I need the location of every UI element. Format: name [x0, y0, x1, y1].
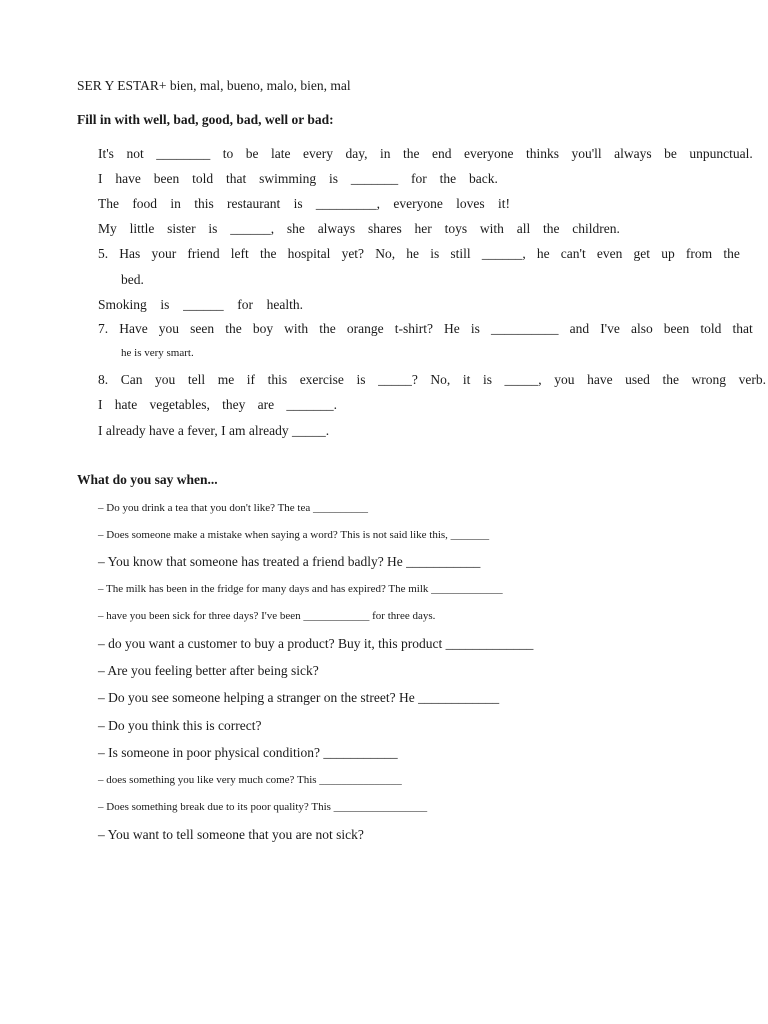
exercise-word: told	[192, 171, 214, 186]
exercise-word: not	[126, 146, 144, 161]
exercise-word: they	[222, 397, 246, 412]
exercise-word: still	[450, 246, 471, 261]
exercise-3	[98, 196, 510, 212]
exercise-word: for	[237, 297, 253, 312]
exercise-word: it	[462, 372, 471, 387]
exercise-word: ________	[156, 146, 211, 161]
exercise-9	[98, 397, 337, 413]
exercise-word: restaurant	[227, 196, 281, 211]
exercise-word: always	[317, 221, 356, 236]
exercise-word: and	[569, 321, 590, 336]
exercise-word: is	[208, 221, 218, 236]
exercise-word: little	[129, 221, 155, 236]
exercise-word: also	[630, 321, 653, 336]
exercise-word: the	[319, 321, 336, 336]
exercise-word: t-shirt?	[394, 321, 433, 336]
exercise-word: food	[132, 196, 158, 211]
exercise-word: with	[479, 221, 504, 236]
exercise-word: been	[663, 321, 690, 336]
exercise-word: get	[633, 246, 651, 261]
exercise-word: 8.	[98, 372, 109, 387]
exercise-word: the	[259, 246, 277, 261]
exercise-word: shares	[367, 221, 402, 236]
exercise-word: he	[536, 246, 550, 261]
worksheet-title: SER Y ESTAR+ bien, mal, bueno, malo, bien, mal	[77, 78, 351, 93]
exercise-word: she	[286, 221, 305, 236]
exercise-word: you'll	[571, 146, 602, 161]
exercise-word: is	[293, 196, 303, 211]
question-5: – have you been sick for three days? I've been ____________ for three days.	[98, 610, 436, 622]
exercise-word: up	[661, 246, 675, 261]
question-10: – Is someone in poor physical condition? ___________	[98, 745, 398, 760]
exercise-1	[98, 146, 753, 162]
exercise-word: even	[596, 246, 623, 261]
exercise-word: I've	[600, 321, 620, 336]
exercise-word: ______	[183, 297, 224, 312]
exercise-2	[98, 171, 498, 187]
exercise-word: 7.	[98, 321, 109, 336]
exercise-word: friend	[187, 246, 220, 261]
exercise-word: toys	[444, 221, 468, 236]
exercise-word: the	[543, 221, 560, 236]
exercise-word: all	[516, 221, 531, 236]
exercise-word: 5.	[98, 246, 109, 261]
exercise-word: Smoking	[98, 297, 147, 312]
exercise-word: swimming	[259, 171, 317, 186]
exercise-word: tell	[187, 372, 206, 387]
exercise-word: be	[664, 146, 677, 161]
exercise-4	[98, 221, 620, 237]
exercise-word: told	[700, 321, 722, 336]
exercise-word: that	[225, 171, 247, 186]
exercise-word: in	[379, 146, 391, 161]
question-4: – The milk has been in the fridge for many days and has expired? The milk _____________	[98, 583, 503, 595]
exercise-word: hate	[114, 397, 138, 412]
exercise-word: used	[625, 372, 650, 387]
exercise-5-continuation: bed.	[121, 272, 144, 287]
exercise-word: seen	[190, 321, 215, 336]
exercise-word: your	[151, 246, 177, 261]
exercise-word: I	[98, 397, 103, 412]
exercise-word: _______.	[286, 397, 337, 412]
exercise-word: ______,	[481, 246, 526, 261]
exercise-word: is	[482, 372, 492, 387]
exercise-word: is	[160, 297, 170, 312]
exercise-word: ______,	[230, 221, 275, 236]
exercise-6	[98, 297, 303, 313]
exercise-word: end	[431, 146, 452, 161]
exercise-word: health.	[266, 297, 303, 312]
exercise-word: from	[685, 246, 713, 261]
exercise-word: you	[158, 321, 180, 336]
exercise-word: have	[587, 372, 613, 387]
exercise-word: be	[245, 146, 259, 161]
exercise-word: is	[430, 246, 440, 261]
question-9: – Do you think this is correct?	[98, 718, 262, 733]
exercise-word: it!	[497, 196, 510, 211]
exercise-word: wrong	[691, 372, 727, 387]
exercise-word: always	[614, 146, 652, 161]
instruction-heading: Fill in with well, bad, good, bad, well or bad:	[77, 112, 334, 127]
exercise-word: he	[406, 246, 420, 261]
exercise-word: Has	[119, 246, 141, 261]
exercise-word: day,	[345, 146, 368, 161]
exercise-word: verb.	[738, 372, 766, 387]
exercise-word: _______	[350, 171, 399, 186]
exercise-word: left	[230, 246, 249, 261]
exercise-word: is	[356, 372, 366, 387]
exercise-word: the	[402, 146, 420, 161]
exercise-word: yet?	[341, 246, 365, 261]
question-8: – Do you see someone helping a stranger on the street? He ____________	[98, 690, 500, 705]
question-13: – You want to tell someone that you are not sick?	[98, 827, 364, 842]
exercise-word: this	[267, 372, 288, 387]
exercise-word: __________	[491, 321, 559, 336]
exercise-word: the	[439, 171, 457, 186]
exercise-word: hospital	[287, 246, 331, 261]
exercise-word: you	[155, 372, 176, 387]
exercise-word: can't	[560, 246, 586, 261]
exercise-word: is	[329, 171, 339, 186]
exercise-word: exercise	[299, 372, 344, 387]
exercise-word: _____?	[378, 372, 418, 387]
question-12: – Does something break due to its poor quality? This _________________	[98, 801, 428, 813]
question-7: – Are you feeling better after being sick?	[98, 663, 319, 678]
exercise-word: been	[153, 171, 180, 186]
exercise-word: with	[284, 321, 309, 336]
exercise-word: the	[662, 372, 679, 387]
exercise-7	[98, 321, 753, 337]
exercise-word: if	[246, 372, 256, 387]
exercise-word: The	[98, 196, 119, 211]
exercise-word: everyone	[393, 196, 443, 211]
question-2: – Does someone make a mistake when saying a word? This is not said like this, _______	[98, 529, 490, 541]
exercise-word: vegetables,	[149, 397, 210, 412]
exercise-7-continuation: he is very smart.	[121, 347, 194, 359]
exercise-word: boy	[252, 321, 274, 336]
exercise-word: It's	[98, 146, 114, 161]
exercise-word: I	[98, 171, 103, 186]
question-3: – You know that someone has treated a friend badly? He ___________	[98, 554, 481, 569]
exercise-word: back.	[469, 171, 498, 186]
question-6: – do you want a customer to buy a product? Buy it, this product _____________	[98, 636, 534, 651]
exercise-word: this	[194, 196, 214, 211]
exercise-word: Can	[120, 372, 143, 387]
exercise-word: me	[217, 372, 235, 387]
exercise-word: you	[554, 372, 575, 387]
exercise-word: her	[414, 221, 432, 236]
question-1: – Do you drink a tea that you don't like? The tea __________	[98, 502, 368, 514]
section-heading: What do you say when...	[77, 472, 218, 487]
exercise-word: No,	[430, 372, 451, 387]
exercise-word: is	[470, 321, 480, 336]
exercise-word: orange	[346, 321, 384, 336]
exercise-word: No,	[375, 246, 396, 261]
exercise-word: thinks	[525, 146, 559, 161]
exercise-word: _________,	[315, 196, 381, 211]
exercise-word: everyone	[463, 146, 514, 161]
exercise-word: the	[225, 321, 242, 336]
exercise-word: Have	[119, 321, 148, 336]
exercise-8	[98, 372, 766, 388]
exercise-5	[98, 246, 740, 262]
exercise-word: My	[98, 221, 117, 236]
exercise-word: _____,	[504, 372, 542, 387]
exercise-word: for	[411, 171, 427, 186]
exercise-word: loves	[456, 196, 485, 211]
exercise-word: sister	[167, 221, 196, 236]
exercise-word: unpunctual.	[689, 146, 753, 161]
exercise-word: that	[732, 321, 753, 336]
exercise-word: are	[257, 397, 275, 412]
exercise-word: every	[302, 146, 333, 161]
exercise-10: I already have a fever, I am already _____.	[98, 423, 330, 438]
exercise-word: late	[270, 146, 291, 161]
question-11: – does something you like very much come? This _______________	[98, 774, 402, 786]
exercise-word: He	[444, 321, 460, 336]
exercise-word: children.	[572, 221, 620, 236]
exercise-word: the	[723, 246, 740, 261]
exercise-word: in	[170, 196, 181, 211]
exercise-word: to	[222, 146, 234, 161]
exercise-word: have	[115, 171, 141, 186]
